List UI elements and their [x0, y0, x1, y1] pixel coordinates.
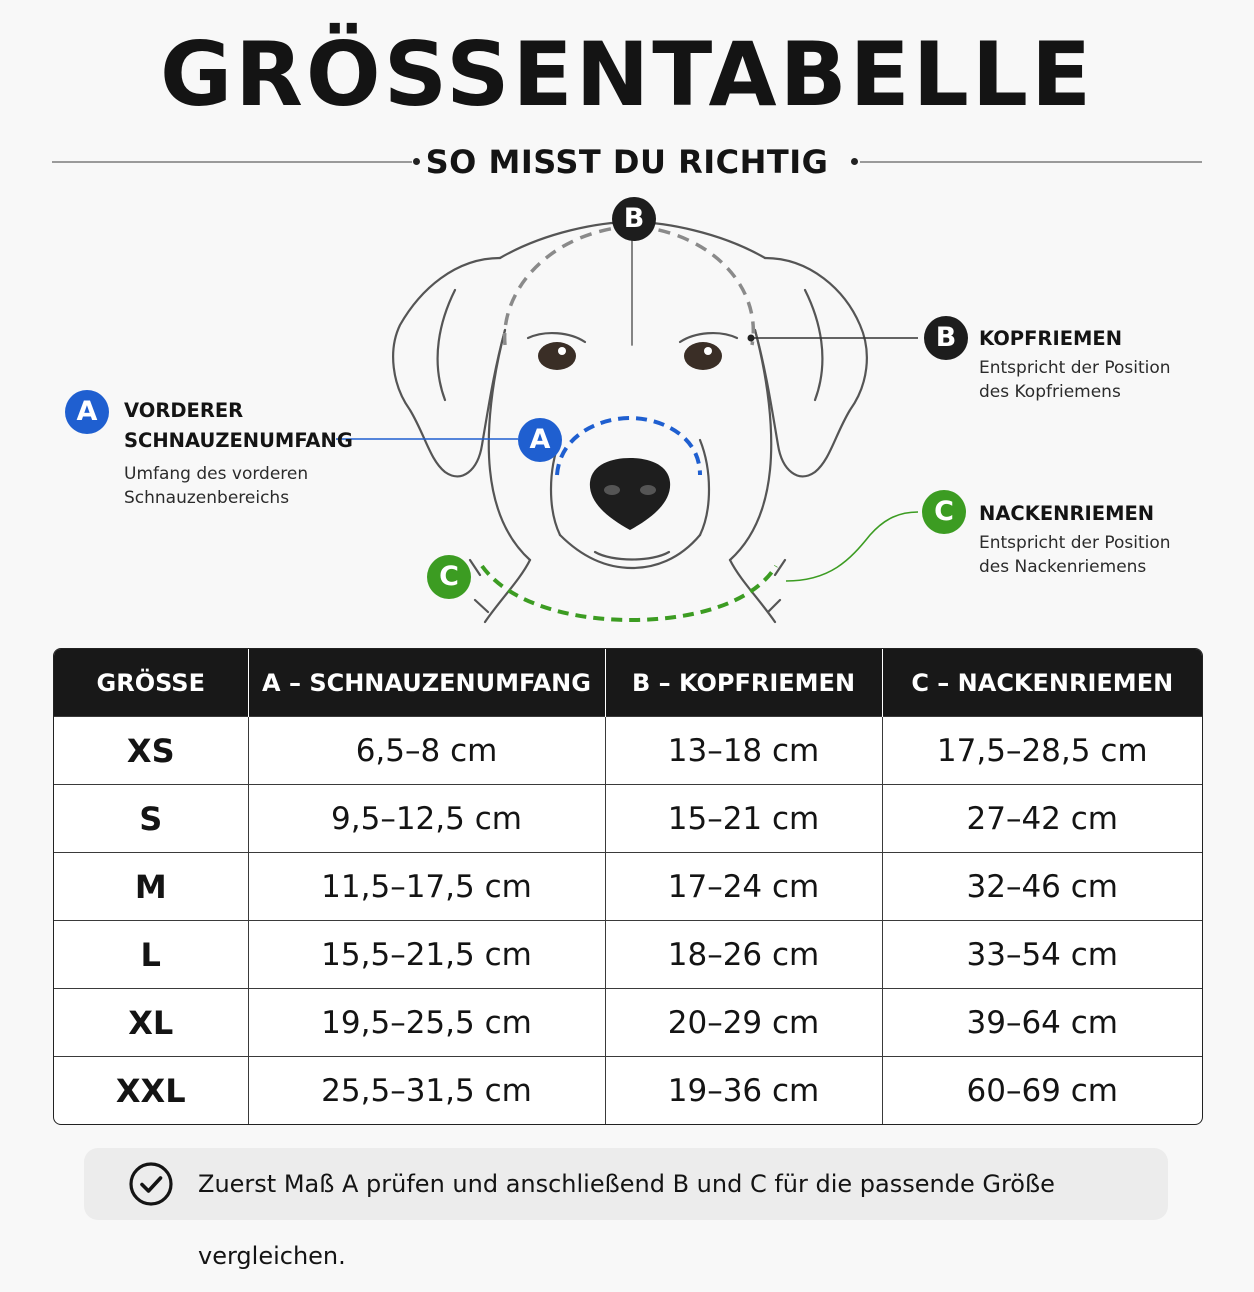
callout-c-title: NACKENRIEMEN	[979, 502, 1155, 525]
snout-cell: 19,5–25,5 cm	[248, 989, 605, 1057]
table-header-row	[54, 649, 1202, 717]
diagram-marker-c: C	[427, 555, 471, 599]
diagram-marker-b: B	[612, 197, 656, 241]
head-strap-cell: 19–36 cm	[605, 1057, 882, 1125]
callout-b-desc-line2: des Kopfriemens	[979, 382, 1121, 402]
size-cell: S	[54, 785, 248, 853]
table-row	[54, 989, 1202, 1057]
table-row	[54, 785, 1202, 853]
head-strap-cell: 17–24 cm	[605, 853, 882, 921]
callout-a-desc-line1: Umfang des vorderen	[124, 464, 309, 484]
callout-c-desc-line2: des Nackenriemens	[979, 557, 1147, 577]
diagram-marker-a: A	[518, 418, 562, 462]
header-size: GRÖSSE	[54, 649, 248, 717]
snout-cell: 11,5–17,5 cm	[248, 853, 605, 921]
size-cell: XS	[54, 717, 248, 785]
neck-strap-cell: 39–64 cm	[882, 989, 1202, 1057]
callout-a-badge: A	[65, 390, 109, 434]
header-neck-strap: C – NACKENRIEMEN	[882, 649, 1202, 717]
size-cell: XL	[54, 989, 248, 1057]
head-strap-cell: 20–29 cm	[605, 989, 882, 1057]
callout-b-desc-line1: Entspricht der Position	[979, 358, 1171, 378]
table-row	[54, 921, 1202, 989]
snout-cell: 25,5–31,5 cm	[248, 1057, 605, 1125]
table-row	[54, 1057, 1202, 1125]
callout-c-desc-line1: Entspricht der Position	[979, 533, 1171, 553]
snout-cell: 15,5–21,5 cm	[248, 921, 605, 989]
callout-c-badge: C	[922, 490, 966, 534]
table-row	[54, 717, 1202, 785]
snout-cell: 9,5–12,5 cm	[248, 785, 605, 853]
neck-strap-cell: 33–54 cm	[882, 921, 1202, 989]
size-cell: L	[54, 921, 248, 989]
size-cell: XXL	[54, 1057, 248, 1125]
neck-strap-cell: 17,5–28,5 cm	[882, 717, 1202, 785]
callout-a-desc-line2: Schnauzenbereichs	[124, 488, 290, 508]
neck-strap-cell: 27–42 cm	[882, 785, 1202, 853]
neck-strap-cell: 60–69 cm	[882, 1057, 1202, 1125]
callout-a-title-line2: SCHNAUZENUMFANG	[124, 429, 353, 452]
head-strap-cell: 18–26 cm	[605, 921, 882, 989]
page-subtitle: SO MISST DU RICHTIG	[425, 143, 829, 181]
callout-b-badge: B	[924, 316, 968, 360]
header-snout: A – SCHNAUZENUMFANG	[248, 649, 605, 717]
hint-box	[84, 1148, 1168, 1270]
page-title: GRÖSSENTABELLE	[159, 23, 1095, 126]
size-table	[53, 648, 1203, 1125]
head-strap-cell: 13–18 cm	[605, 717, 882, 785]
table-row	[54, 853, 1202, 921]
neck-strap-cell: 32–46 cm	[882, 853, 1202, 921]
size-cell: M	[54, 853, 248, 921]
hint-text: Zuerst Maß A prüfen und anschließend B und C für die passende Größe vergleichen.	[198, 1170, 1055, 1270]
head-strap-cell: 15–21 cm	[605, 785, 882, 853]
check-circle-icon	[128, 1161, 174, 1207]
callout-a-title-line1: VORDERER	[124, 399, 244, 422]
header-head-strap: B – KOPFRIEMEN	[605, 649, 882, 717]
callout-b-title: KOPFRIEMEN	[979, 327, 1123, 350]
snout-cell: 6,5–8 cm	[248, 717, 605, 785]
